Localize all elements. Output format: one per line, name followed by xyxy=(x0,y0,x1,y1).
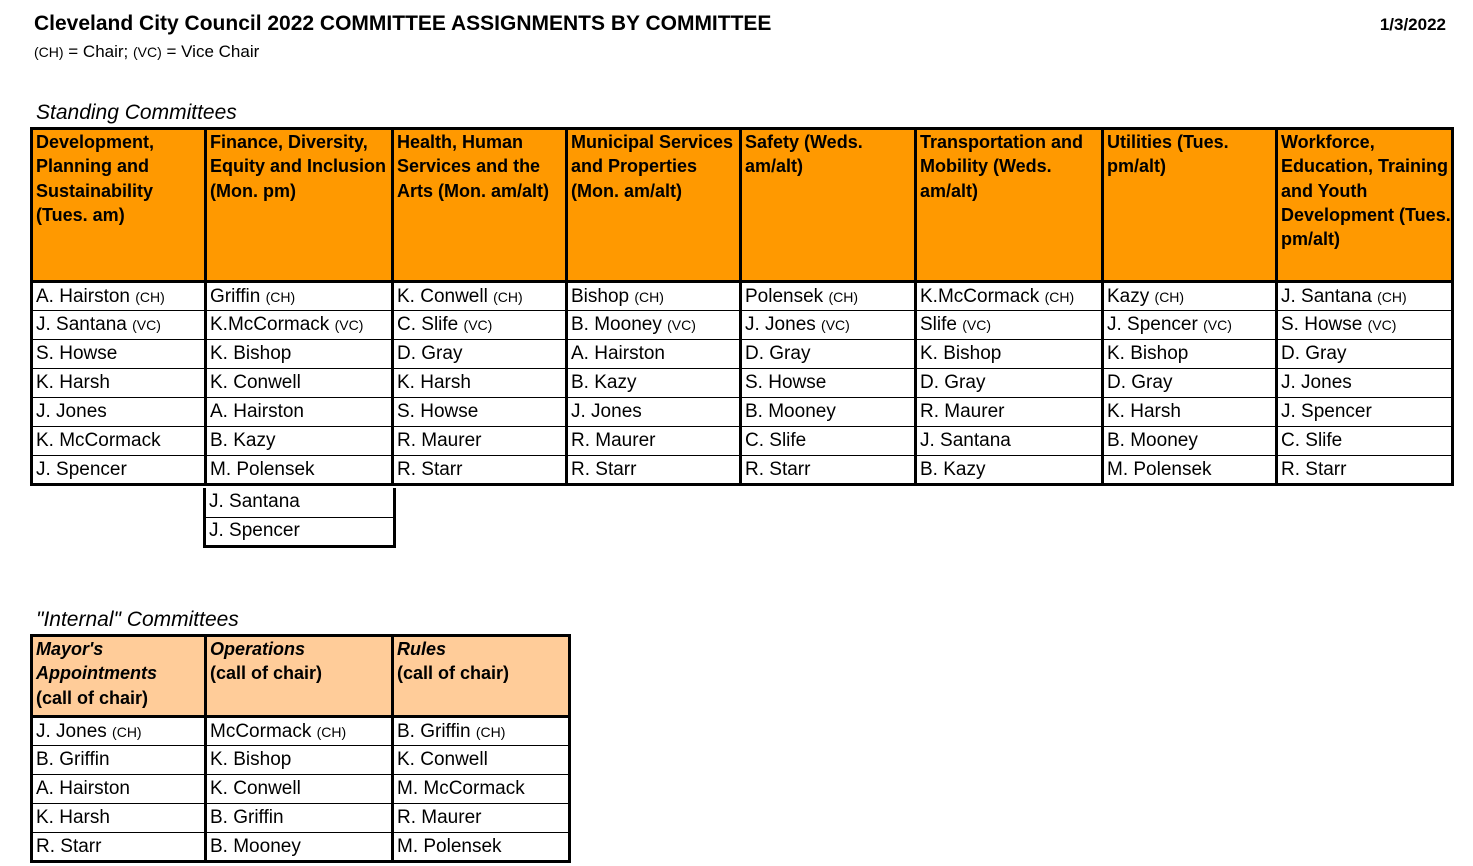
member-name: D. Gray xyxy=(745,343,811,364)
member-name: M. Polensek xyxy=(210,458,315,480)
member-cell xyxy=(1103,369,1277,398)
member-name: A. Hairston xyxy=(571,343,665,364)
table-row xyxy=(32,282,1453,311)
member-name: D. Gray xyxy=(1107,372,1173,393)
member-name: K.McCormack xyxy=(210,314,330,335)
member-name: J. Spencer xyxy=(1281,401,1372,422)
table-row xyxy=(32,369,1453,398)
member-cell xyxy=(1277,282,1453,311)
member-cell xyxy=(916,456,1103,485)
member-cell xyxy=(32,311,206,340)
member-name: K. Bishop xyxy=(210,749,292,770)
member-cell xyxy=(1103,398,1277,427)
member-name: M. Polensek xyxy=(397,835,502,857)
member-name: J. Spencer xyxy=(1107,314,1198,335)
table-row xyxy=(32,340,1453,369)
finance-overflow-body xyxy=(205,488,395,546)
member-cell xyxy=(1277,369,1453,398)
member-cell xyxy=(393,282,567,311)
member-cell xyxy=(393,427,567,456)
standing-body xyxy=(32,282,1453,485)
table-row xyxy=(32,804,570,833)
member-cell xyxy=(741,369,916,398)
member-cell xyxy=(393,717,570,746)
member-name: K. Conwell xyxy=(210,778,301,799)
member-role: (CH) xyxy=(1154,288,1185,305)
committee-name: Mayor's Appointments xyxy=(36,639,157,684)
member-cell xyxy=(393,833,570,862)
member-name: B. Griffin xyxy=(36,749,110,770)
internal-body xyxy=(32,717,570,862)
member-name: B. Kazy xyxy=(210,430,276,451)
member-role: (CH) xyxy=(316,723,347,740)
member-cell xyxy=(32,804,206,833)
member-name: R. Starr xyxy=(1281,458,1347,480)
member-name: Kazy xyxy=(1107,285,1150,307)
member-name: A. Hairston xyxy=(36,778,130,799)
member-name: C. Slife xyxy=(1281,430,1343,451)
member-name: Griffin xyxy=(210,285,261,307)
committee-header: Utilities (Tues. pm/alt) xyxy=(1103,129,1277,282)
member-cell xyxy=(741,427,916,456)
member-name: K. Harsh xyxy=(36,372,110,393)
member-name: K.McCormack xyxy=(920,285,1040,307)
table-row xyxy=(32,717,570,746)
member-cell xyxy=(1277,398,1453,427)
member-name: K. Bishop xyxy=(1107,343,1189,364)
member-name: B. Mooney xyxy=(571,314,662,335)
internal-committee-header xyxy=(32,636,206,717)
committee-name: Rules xyxy=(397,639,447,659)
member-name: B. Kazy xyxy=(571,372,637,393)
member-role: (CH) xyxy=(1044,288,1075,305)
member-name: R. Starr xyxy=(397,458,463,480)
member-name: J. Spencer xyxy=(209,520,300,541)
member-cell xyxy=(741,456,916,485)
member-cell xyxy=(1103,456,1277,485)
internal-committees-table xyxy=(30,634,571,863)
member-name: R. Starr xyxy=(745,458,811,480)
member-name: J. Jones xyxy=(36,401,107,422)
member-cell xyxy=(206,369,393,398)
member-name: J. Santana xyxy=(209,491,300,513)
member-cell xyxy=(206,340,393,369)
member-name: Slife xyxy=(920,314,957,335)
member-role: (VC) xyxy=(463,317,493,333)
member-cell xyxy=(393,340,567,369)
member-name: K. Conwell xyxy=(397,285,488,307)
member-name: R. Maurer xyxy=(920,401,1005,422)
member-cell xyxy=(206,717,393,746)
member-name: C. Slife xyxy=(397,314,459,335)
member-cell xyxy=(567,398,741,427)
member-cell xyxy=(916,398,1103,427)
table-row xyxy=(32,427,1453,456)
member-cell xyxy=(741,311,916,340)
member-name: J. Jones xyxy=(36,720,107,742)
member-cell xyxy=(206,311,393,340)
member-cell xyxy=(916,369,1103,398)
role-legend xyxy=(34,42,259,62)
page-title: Cleveland City Council 2022 COMMITTEE ASSIGNMENTS BY COMMITTEE xyxy=(34,12,772,35)
member-cell xyxy=(32,340,206,369)
member-role: (CH) xyxy=(135,288,165,305)
table-row xyxy=(32,398,1453,427)
member-name: B. Griffin xyxy=(210,807,284,828)
internal-committee-header xyxy=(393,636,570,717)
member-cell xyxy=(393,804,570,833)
committee-header: Municipal Services and Properties (Mon. am/alt) xyxy=(567,129,741,282)
table-row xyxy=(32,746,570,775)
member-cell xyxy=(567,282,741,311)
committee-schedule: (call of chair) xyxy=(210,663,323,684)
member-cell xyxy=(916,311,1103,340)
member-cell xyxy=(32,717,206,746)
member-cell xyxy=(206,804,393,833)
standing-header-row xyxy=(32,129,1453,282)
member-name: J. Jones xyxy=(745,314,816,335)
member-name: J. Jones xyxy=(1281,372,1352,393)
table-row xyxy=(205,488,395,517)
legend-vc-abbr: (VC) xyxy=(133,44,162,60)
member-name: K. Bishop xyxy=(920,343,1002,364)
member-cell xyxy=(1103,282,1277,311)
member-cell xyxy=(1277,311,1453,340)
member-role: (VC) xyxy=(132,317,161,333)
table-row xyxy=(32,775,570,804)
member-name: Bishop xyxy=(571,285,630,307)
member-cell xyxy=(567,369,741,398)
member-role: (CH) xyxy=(112,723,142,740)
member-name: C. Slife xyxy=(745,430,807,451)
member-cell xyxy=(1277,427,1453,456)
member-name: K. Harsh xyxy=(1107,401,1181,422)
committee-header: Transportation and Mobility (Weds. am/alt) xyxy=(916,129,1103,282)
member-name: S. Howse xyxy=(397,401,479,422)
legend-vc-text: = Vice Chair xyxy=(161,42,260,61)
member-name: S. Howse xyxy=(36,343,118,364)
member-name: R. Starr xyxy=(571,458,637,480)
table-row xyxy=(32,833,570,862)
table-row xyxy=(205,517,395,546)
member-name: S. Howse xyxy=(1281,314,1363,335)
committee-header: Workforce, Education, Training and Youth Development (Tues. pm/alt) xyxy=(1277,129,1453,282)
member-name: M. Polensek xyxy=(1107,458,1212,480)
member-cell xyxy=(1103,427,1277,456)
member-cell xyxy=(32,775,206,804)
member-name: J. Spencer xyxy=(36,458,127,480)
member-cell xyxy=(32,746,206,775)
member-role: (CH) xyxy=(1377,288,1407,305)
committee-schedule: (call of chair) xyxy=(36,687,149,708)
member-role: (VC) xyxy=(1367,317,1397,333)
member-cell xyxy=(206,398,393,427)
member-role: (VC) xyxy=(1203,317,1232,333)
member-name: R. Maurer xyxy=(397,807,482,828)
member-role: (VC) xyxy=(667,317,696,333)
member-cell xyxy=(567,311,741,340)
member-cell xyxy=(32,282,206,311)
member-name: A. Hairston xyxy=(36,285,130,307)
standing-committees-heading: Standing Committees xyxy=(36,101,237,124)
member-name: K. Conwell xyxy=(210,372,301,393)
member-cell xyxy=(567,456,741,485)
member-role: (CH) xyxy=(265,288,296,305)
member-cell xyxy=(32,369,206,398)
member-role: (VC) xyxy=(334,317,364,333)
member-cell xyxy=(567,340,741,369)
member-name: J. Santana xyxy=(36,314,127,335)
member-cell xyxy=(206,775,393,804)
member-name: J. Santana xyxy=(1281,285,1372,307)
table-row xyxy=(32,456,1453,485)
member-role: (CH) xyxy=(493,288,523,305)
member-cell xyxy=(916,427,1103,456)
member-cell xyxy=(32,833,206,862)
committee-header: Safety (Weds. am/alt) xyxy=(741,129,916,282)
member-name: R. Maurer xyxy=(397,430,482,451)
member-cell xyxy=(32,427,206,456)
legend-ch-text: = Chair; xyxy=(63,42,133,61)
member-cell xyxy=(1277,340,1453,369)
member-name: D. Gray xyxy=(920,372,986,393)
member-cell xyxy=(205,488,395,517)
member-cell xyxy=(393,456,567,485)
committee-header: Development, Planning and Sustainability (Tues. am) xyxy=(32,129,206,282)
member-name: B. Mooney xyxy=(745,401,836,422)
member-name: K. McCormack xyxy=(36,430,161,451)
standing-committees-table xyxy=(30,127,1454,486)
table-row xyxy=(32,311,1453,340)
member-name: K. Harsh xyxy=(36,807,110,828)
member-name: M. McCormack xyxy=(397,778,525,799)
member-name: B. Mooney xyxy=(210,835,301,857)
member-cell xyxy=(741,340,916,369)
member-name: McCormack xyxy=(210,720,312,742)
member-role: (VC) xyxy=(821,317,850,333)
member-cell xyxy=(1277,456,1453,485)
member-cell xyxy=(206,282,393,311)
member-name: R. Starr xyxy=(36,835,102,857)
member-cell xyxy=(393,746,570,775)
member-cell xyxy=(741,398,916,427)
member-name: D. Gray xyxy=(1281,343,1347,364)
member-cell xyxy=(393,311,567,340)
member-name: R. Maurer xyxy=(571,430,656,451)
member-cell xyxy=(916,340,1103,369)
internal-committees-heading: "Internal" Committees xyxy=(36,608,239,631)
member-name: B. Mooney xyxy=(1107,430,1198,451)
member-role: (CH) xyxy=(475,723,506,740)
member-cell xyxy=(206,456,393,485)
member-cell xyxy=(393,398,567,427)
member-role: (CH) xyxy=(634,288,664,305)
committee-schedule: (call of chair) xyxy=(397,663,510,684)
internal-committee-header xyxy=(206,636,393,717)
member-name: K. Harsh xyxy=(397,372,471,393)
member-name: B. Griffin xyxy=(397,720,471,742)
member-name: B. Kazy xyxy=(920,458,986,480)
member-cell xyxy=(206,746,393,775)
member-cell xyxy=(32,398,206,427)
member-cell xyxy=(1103,340,1277,369)
member-name: Polensek xyxy=(745,285,824,307)
member-name: K. Bishop xyxy=(210,343,292,364)
member-name: D. Gray xyxy=(397,343,463,364)
member-cell xyxy=(1103,311,1277,340)
finance-overflow-table xyxy=(203,488,396,548)
member-cell xyxy=(567,427,741,456)
member-cell xyxy=(393,369,567,398)
legend-ch-abbr: (CH) xyxy=(34,44,64,60)
member-cell xyxy=(206,427,393,456)
member-role: (VC) xyxy=(962,317,992,333)
committee-name: Operations xyxy=(210,639,306,659)
member-name: J. Santana xyxy=(920,430,1011,451)
member-cell xyxy=(205,517,395,546)
member-cell xyxy=(916,282,1103,311)
committee-header: Health, Human Services and the Arts (Mon. am/alt) xyxy=(393,129,567,282)
member-cell xyxy=(206,833,393,862)
member-name: K. Conwell xyxy=(397,749,488,770)
member-name: S. Howse xyxy=(745,372,827,393)
member-cell xyxy=(393,775,570,804)
member-role: (CH) xyxy=(828,288,858,305)
member-name: J. Jones xyxy=(571,401,642,422)
internal-header-row xyxy=(32,636,570,717)
document-date: 1/3/2022 xyxy=(1379,15,1446,34)
committee-header: Finance, Diversity, Equity and Inclusion (Mon. pm) xyxy=(206,129,393,282)
member-cell xyxy=(741,282,916,311)
member-cell xyxy=(32,456,206,485)
member-name: A. Hairston xyxy=(210,401,304,422)
